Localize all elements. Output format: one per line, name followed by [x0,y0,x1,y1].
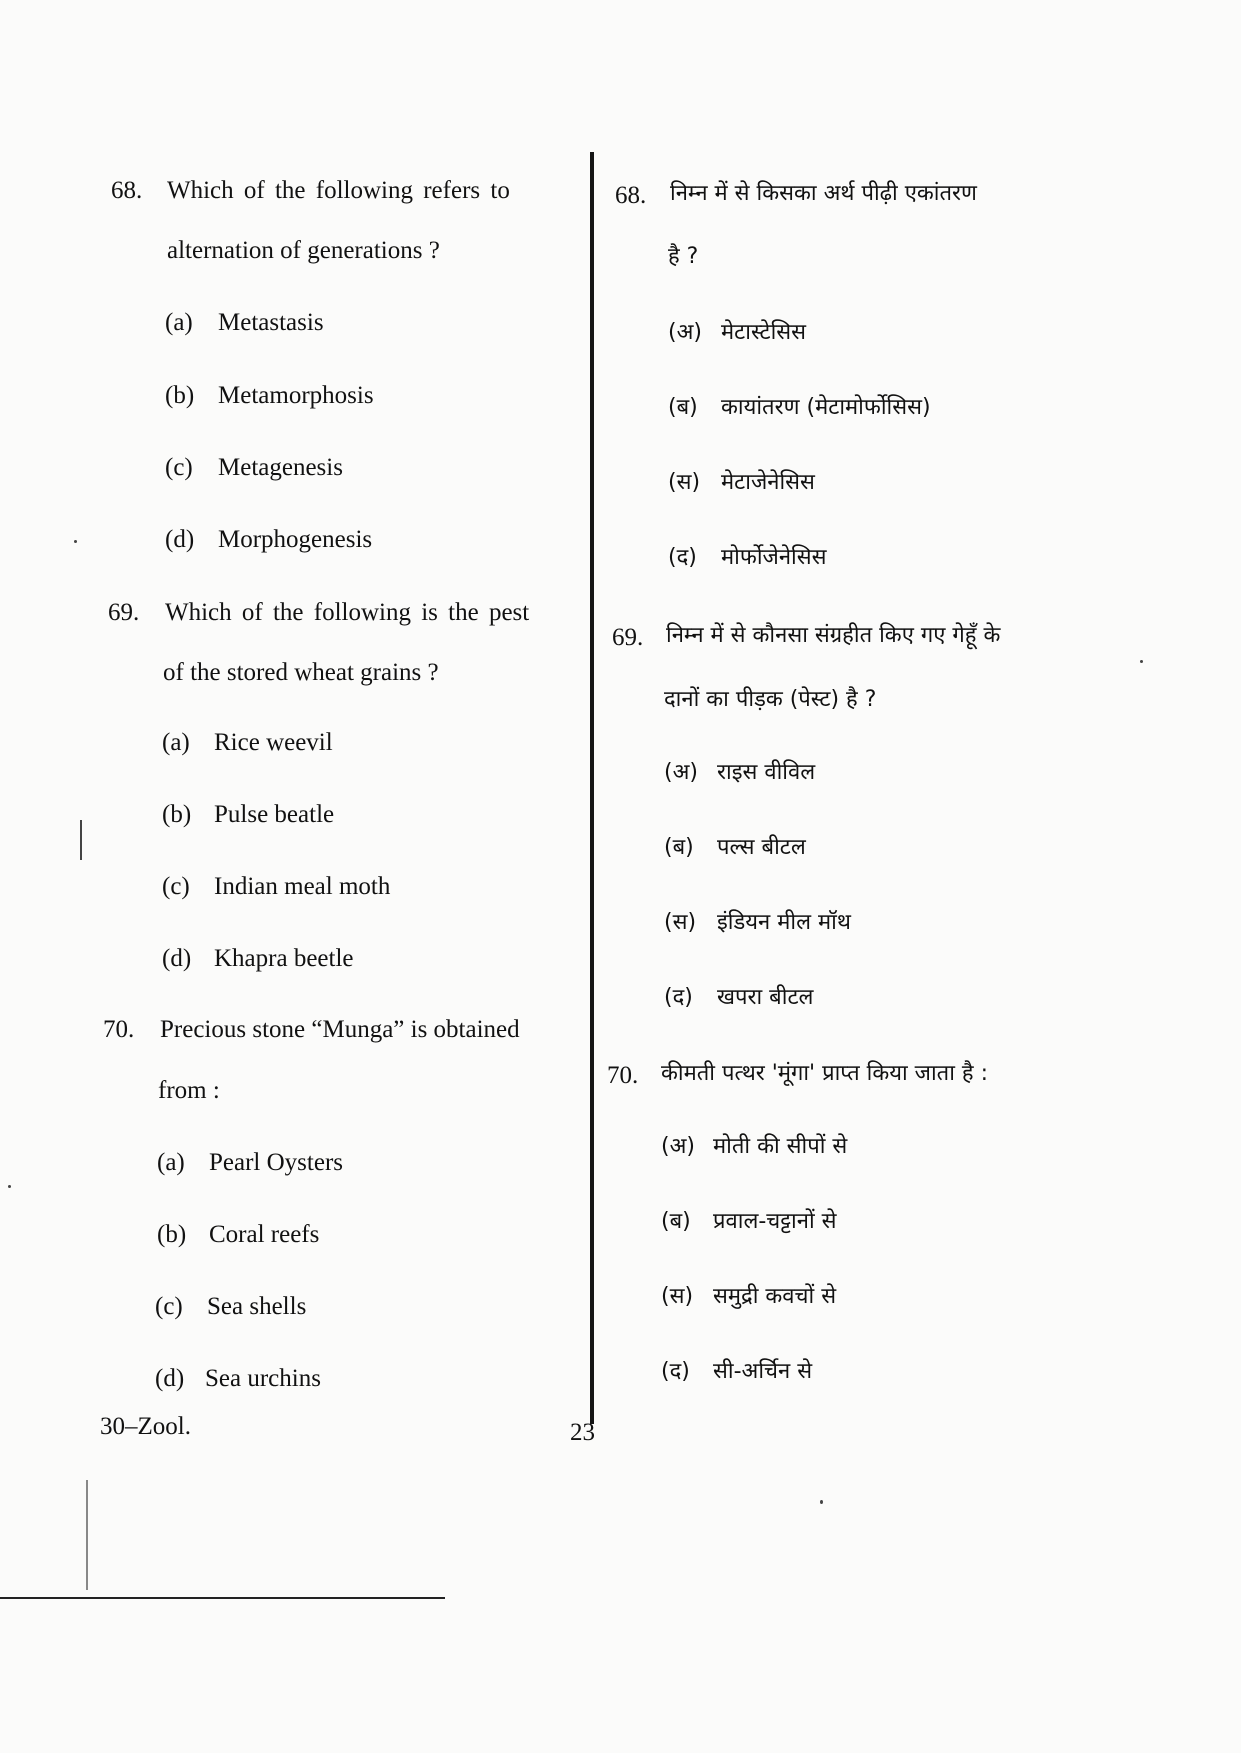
question-text: Which of the following refers to [167,177,510,204]
scan-speck [8,1185,11,1188]
option-label: (स) [668,470,701,495]
option-text: Metastasis [218,309,324,336]
option-label: (c) [165,454,193,481]
option-label: (ब) [668,395,698,420]
option-label: (स) [661,1284,694,1309]
option-text: Coral reefs [209,1221,320,1248]
question-number: 68. [111,177,143,204]
option-text: राइस वीविल [717,760,816,785]
option-text: Morphogenesis [218,526,373,553]
page-number: 23 [570,1419,595,1446]
question-text: दानों का पीड़क (पेस्ट) है ? [664,687,877,712]
question-number: 70. [607,1062,639,1089]
option-label: (अ) [661,1134,695,1159]
option-label: (ब) [664,835,694,860]
option-label: (b) [165,382,195,409]
question-text: alternation of generations ? [167,237,440,264]
option-label: (द) [661,1359,690,1384]
question-text: of the stored wheat grains ? [163,659,439,686]
scan-speck [74,540,77,543]
option-text: प्रवाल-चट्टानों से [713,1209,837,1234]
option-label: (ब) [661,1209,691,1234]
scan-speck [80,820,82,860]
option-text: मोर्फोजेनेसिस [721,545,827,570]
option-text: खपरा बीटल [717,985,814,1010]
option-label: (अ) [664,760,698,785]
option-text: Sea shells [207,1293,307,1320]
column-divider [590,152,594,1424]
option-text: मेटास्टेसिस [721,320,807,345]
option-label: (b) [162,801,192,828]
option-label: (b) [157,1221,187,1248]
option-text: Metamorphosis [218,382,374,409]
option-label: (c) [162,873,190,900]
option-label: (d) [162,945,192,972]
question-text: निम्न में से कौनसा संग्रहीत किए गए गेहूँ के [666,623,1001,648]
option-label: (a) [157,1149,185,1176]
option-text: इंडियन मील मॉथ [717,910,851,935]
scan-speck [1140,660,1143,663]
question-text: Which of the following is the pest [165,599,530,626]
scan-speck [86,1480,88,1590]
option-label: (द) [668,545,697,570]
paper-code: 30–Zool. [100,1413,191,1440]
question-text: है ? [668,244,699,269]
option-text: मेटाजेनेसिस [721,470,815,495]
option-text: Rice weevil [214,729,333,756]
option-text: समुद्री कवचों से [713,1284,837,1309]
scan-speck [820,1500,823,1504]
option-label: (a) [165,309,193,336]
bottom-rule [0,1597,445,1599]
question-number: 69. [108,599,140,626]
option-text: पल्स बीटल [717,835,806,860]
option-label: (अ) [668,320,702,345]
question-text: निम्न में से किसका अर्थ पीढ़ी एकांतरण [670,181,977,206]
option-label: (द) [664,985,693,1010]
option-text: Pearl Oysters [209,1149,343,1176]
option-label: (a) [162,729,190,756]
question-text: कीमती पत्थर 'मूंगा' प्राप्त किया जाता है : [661,1061,989,1086]
option-label: (d) [155,1365,185,1392]
question-number: 70. [103,1016,135,1043]
option-label: (d) [165,526,195,553]
question-number: 68. [615,182,647,209]
option-text: सी-अर्चिन से [713,1359,813,1384]
option-text: Khapra beetle [214,945,354,972]
option-text: कायांतरण (मेटामोर्फोसिस) [721,395,931,420]
option-text: मोती की सीपों से [713,1134,848,1159]
option-text: Metagenesis [218,454,343,481]
option-text: Indian meal moth [214,873,391,900]
question-text: from : [158,1077,220,1104]
option-text: Sea urchins [205,1365,321,1392]
option-text: Pulse beatle [214,801,335,828]
question-text: Precious stone “Munga” is obtained [160,1016,520,1043]
option-label: (c) [155,1293,183,1320]
option-label: (स) [664,910,697,935]
question-number: 69. [612,624,644,651]
